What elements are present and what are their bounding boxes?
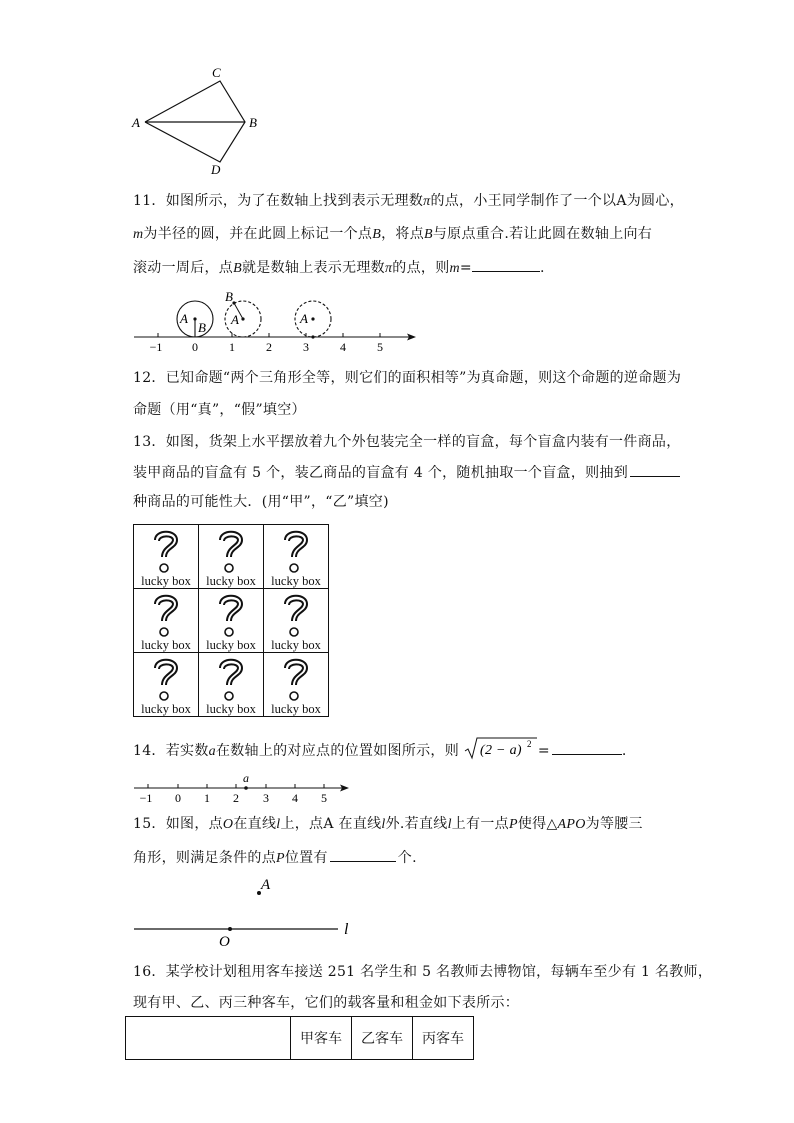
q15-p: P [276,851,285,866]
table-header-cell: 甲客车 [291,1017,352,1060]
table-row [126,1017,474,1060]
q11-text: . [539,260,545,276]
q11-m: m [449,261,460,276]
question-mark-icon [151,656,181,702]
q14-text: = [537,743,550,759]
q11-m: m [133,227,144,242]
q15-line1 [133,814,643,835]
q15-text: 位置有 [284,850,328,866]
q11-line1 [133,191,684,212]
q15-l: l [276,817,281,832]
q11-tick: 3 [303,340,309,354]
q11-label-a: A [231,312,239,327]
q15-apo: APO [557,817,586,832]
q11-number-line [128,286,428,356]
q11-tick: 2 [266,340,272,354]
q14-tick: 2 [233,791,239,805]
q11-tick: 1 [229,340,235,354]
lucky-box-label: lucky box [206,574,256,588]
q11-tick: 4 [340,340,346,354]
lucky-box-label: lucky box [141,574,191,588]
q11-b: B [424,227,433,242]
q14-exp: 2 [526,739,532,749]
q15-text: 上有一点 [451,816,509,832]
q14-tick: 3 [263,791,269,805]
q11-text: = [459,260,472,276]
lucky-box-grid [133,524,329,717]
q14-a: a [208,744,216,759]
q14-text: 14．若实数 [133,743,209,759]
q16-line1: 16．某学校计划租用客车接送 251 名学生和 5 名教师去博物馆，每辆车至少有 1 名教师， [133,964,713,980]
question-mark-icon [216,528,246,574]
kite-figure [128,62,278,182]
question-mark-icon [151,528,181,574]
table-header-cell: 乙客车 [352,1017,413,1060]
q11-pi: π [384,261,393,276]
kite-label-a: A [132,115,140,130]
q14-tick: 1 [204,791,210,805]
q15-text: 外.若直线 [385,816,448,832]
lucky-box [134,525,199,589]
lucky-box [199,589,264,653]
q11-label-b: B [198,320,206,335]
table-header-cell: 丙客车 [413,1017,474,1060]
q15-p: P [508,817,518,832]
lucky-box [134,589,199,653]
q14-point-a: a [243,771,249,785]
q13-line2 [133,462,680,483]
lucky-box-label: lucky box [271,702,321,716]
lucky-box [264,589,329,653]
lucky-box [134,653,199,717]
q11-tick: −1 [149,340,163,354]
q13-line3: 种商品的可能性大．(用“甲”，“乙”填空) [133,494,389,510]
lucky-box-label: lucky box [141,638,191,652]
q15-line2 [133,847,417,869]
question-mark-icon [281,592,311,638]
q14-expr: (2 − a) [479,743,522,758]
q11-text: 为半径的圆，并在此圆上标记一个点 [143,226,373,242]
lucky-box [264,525,329,589]
q11-text: 滚动一周后，点 [133,260,234,276]
q11-answer-blank[interactable] [472,257,540,272]
q13-answer-blank[interactable] [630,462,680,477]
q14-tick: 5 [321,791,327,805]
q14-tick: −1 [139,791,153,805]
question-mark-icon [216,656,246,702]
q15-label-a: A [261,877,271,893]
q15-text: 15．如图，点 [133,816,223,832]
q11-line2 [133,224,652,245]
q11-line3 [133,257,545,279]
kite-label-b: B [249,115,257,130]
lucky-box [199,653,264,717]
q12-line2: 命题（用“真”，“假”填空） [133,402,306,418]
q14-answer-blank[interactable] [552,740,622,755]
rental-table [125,1016,474,1060]
q15-text: 上，点A 在直线 [280,816,382,832]
lucky-box-label: lucky box [206,702,256,716]
lucky-box-label: lucky box [271,638,321,652]
q11-text: 与原点重合.若让此圆在数轴上向右 [432,226,653,242]
q11-label-a: A [300,311,308,326]
q14-tick: 4 [292,791,298,805]
q15-text: 为等腰三 [585,816,643,832]
q11-text: 11．如图所示，为了在数轴上找到表示无理数 [133,193,424,209]
q11-tick: 0 [192,340,198,354]
q11-text: ，将点 [381,226,424,242]
q15-l: l [447,817,452,832]
q14-text: 在数轴上的对应点的位置如图所示，则 [215,743,460,759]
q15-label-l: l [344,921,349,938]
lucky-box-label: lucky box [271,574,321,588]
question-mark-icon [216,592,246,638]
lucky-box [199,525,264,589]
q14-text: . [621,743,627,759]
question-mark-icon [151,592,181,638]
q15-text: 使得△ [517,816,558,832]
lucky-box-label: lucky box [206,638,256,652]
q14-number-line [128,770,358,806]
lucky-box-label: lucky box [141,702,191,716]
sqrt-symbol [464,737,538,761]
kite-label-d: D [211,162,221,177]
q11-pi: π [423,194,431,209]
kite-label-c: C [212,65,221,80]
q13-text: 装甲商品的盲盒有 5 个，装乙商品的盲盒有 4 个，随机抽取一个盲盒，则抽到 [133,465,629,481]
q12-line1: 12．已知命题“两个三角形全等，则它们的面积相等”为真命题，则这个命题的逆命题为 [133,370,682,386]
table-header-cell [126,1017,291,1060]
q15-answer-blank[interactable] [330,847,396,862]
lucky-box [264,653,329,717]
q15-label-o: O [219,934,230,950]
q15-text: 角形，则满足条件的点 [133,850,276,866]
q15-figure [128,872,368,952]
q15-text: 个. [397,850,417,866]
q11-text: 的点，则 [392,260,450,276]
q13-line1: 13．如图，货架上水平摆放着九个外包装完全一样的盲盒，每个盲盒内装有一件商品， [133,434,681,450]
q11-b: B [233,261,242,276]
q15-text: 在直线 [233,816,277,832]
q11-text: 就是数轴上表示无理数 [241,260,385,276]
question-mark-icon [281,656,311,702]
q16-line2: 现有甲、乙、丙三种客车，它们的载客量和租金如下表所示： [133,995,520,1011]
q11-tick: 5 [377,340,383,354]
question-mark-icon [281,528,311,574]
q11-text: 的点，小王同学制作了一个以A为圆心， [430,193,684,209]
q14-tick: 0 [175,791,181,805]
q14-line [133,737,627,762]
q15-o: O [222,817,234,832]
q11-b: B [372,227,382,242]
q11-label-b: B [225,289,233,304]
q15-l: l [381,817,386,832]
q11-label-a: A [180,311,188,326]
